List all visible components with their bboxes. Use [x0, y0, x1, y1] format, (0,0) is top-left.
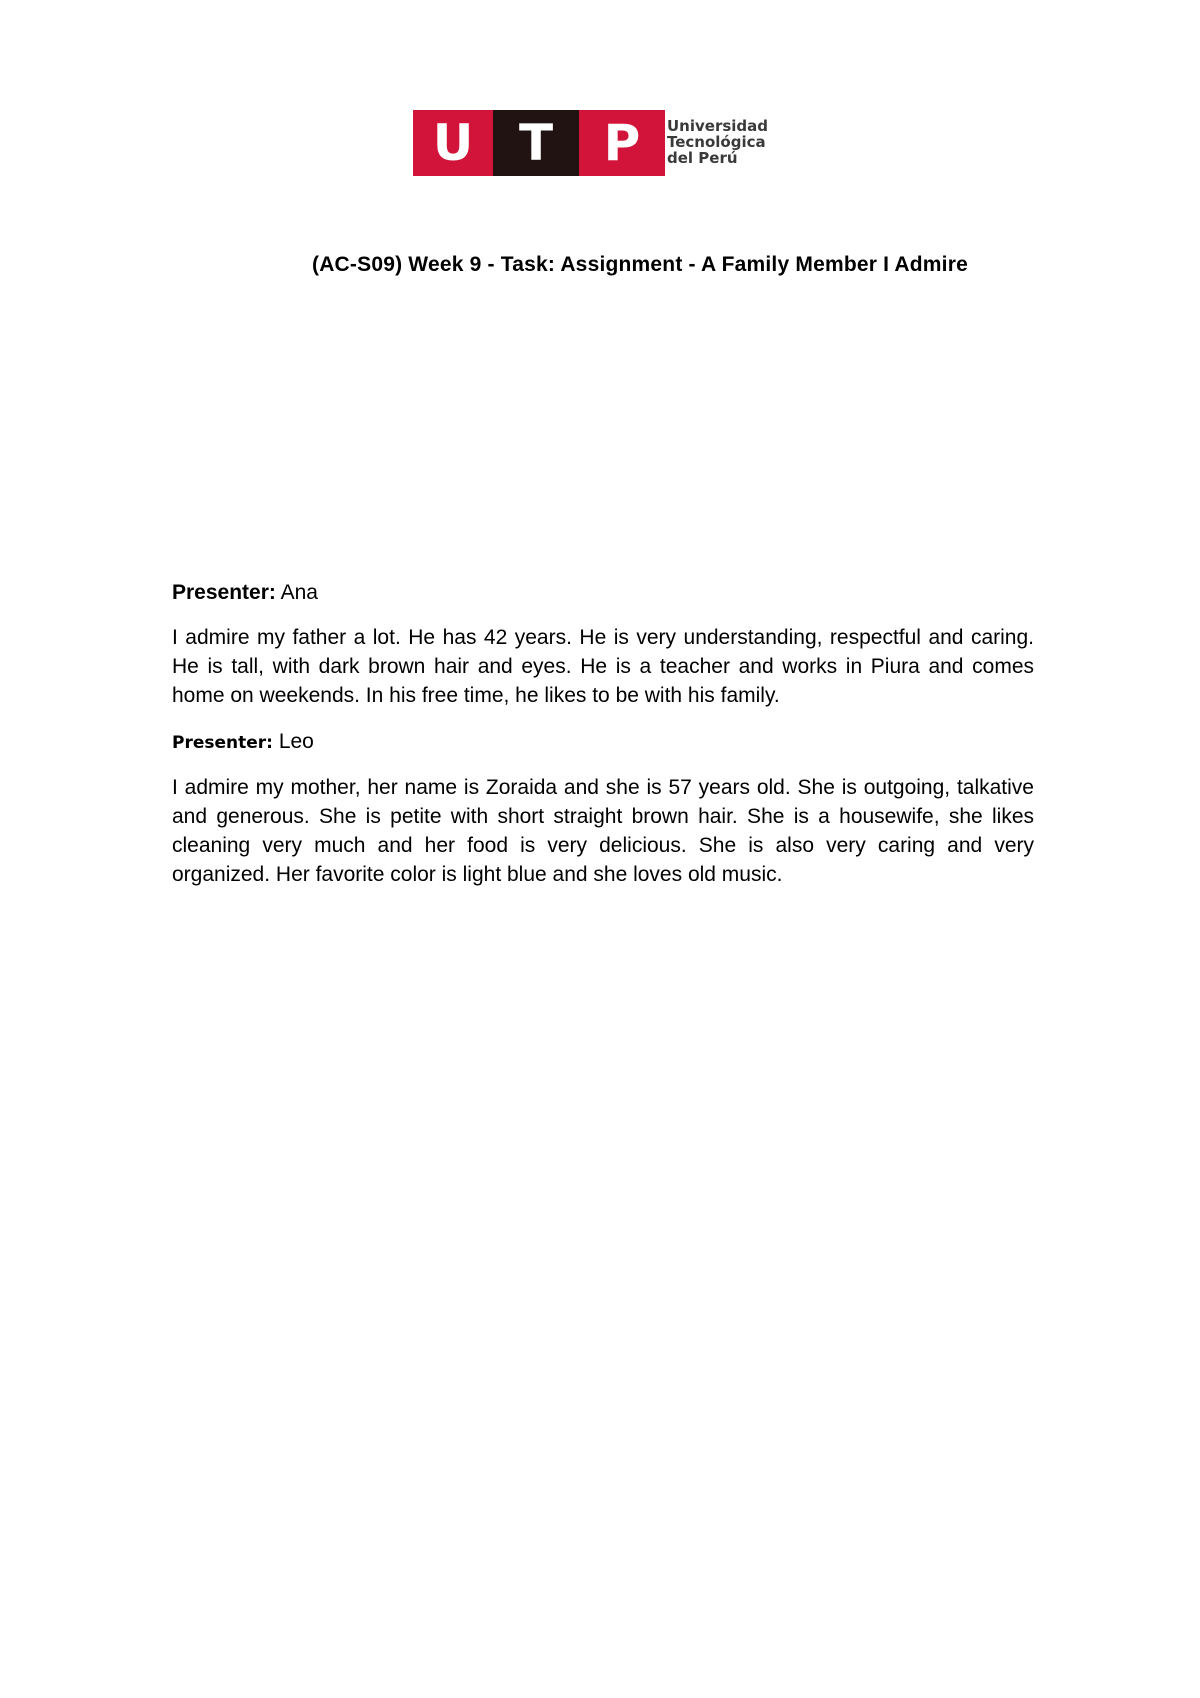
presenter-label: Presenter:	[172, 581, 276, 604]
entry-paragraph: I admire my mother, her name is Zoraida and she is 57 years old. She is outgoing, talkative and generous. She is petite with short straight brown hair. She is a housewife, she likes cleaning very much and her food is very delicious. She is also very caring and very organized. Her favorite color is light blue and she loves old music.	[172, 776, 1034, 886]
logo-letter-t: T	[493, 110, 579, 176]
document-title: (AC-S09) Week 9 - Task: Assignment - A Family Member I Admire	[312, 253, 968, 276]
document-body	[172, 579, 1034, 907]
presenter-line	[172, 579, 1034, 607]
presenter-label: Presenter:	[172, 733, 273, 753]
logo-text-line-2: Tecnológica	[667, 133, 766, 151]
presenter-name: Ana	[280, 581, 318, 604]
logo-text-line-1: Universidad	[667, 117, 769, 135]
logo-letter-u: U	[413, 110, 493, 176]
presenter-name: Leo	[278, 730, 314, 753]
logo-text-line-3: del Perú	[667, 149, 738, 167]
logo-university-name	[667, 118, 787, 166]
utp-logo	[413, 110, 785, 176]
presenter-line	[172, 728, 1034, 757]
logo-letter-p: P	[579, 110, 665, 176]
entry-paragraph: I admire my father a lot. He has 42 years. He is very understanding, respectful and caring. He is tall, with dark brown hair and eyes. He is a teacher and works in Piura and comes home on weekends. In his free time, he likes to be with his family.	[172, 626, 1034, 707]
